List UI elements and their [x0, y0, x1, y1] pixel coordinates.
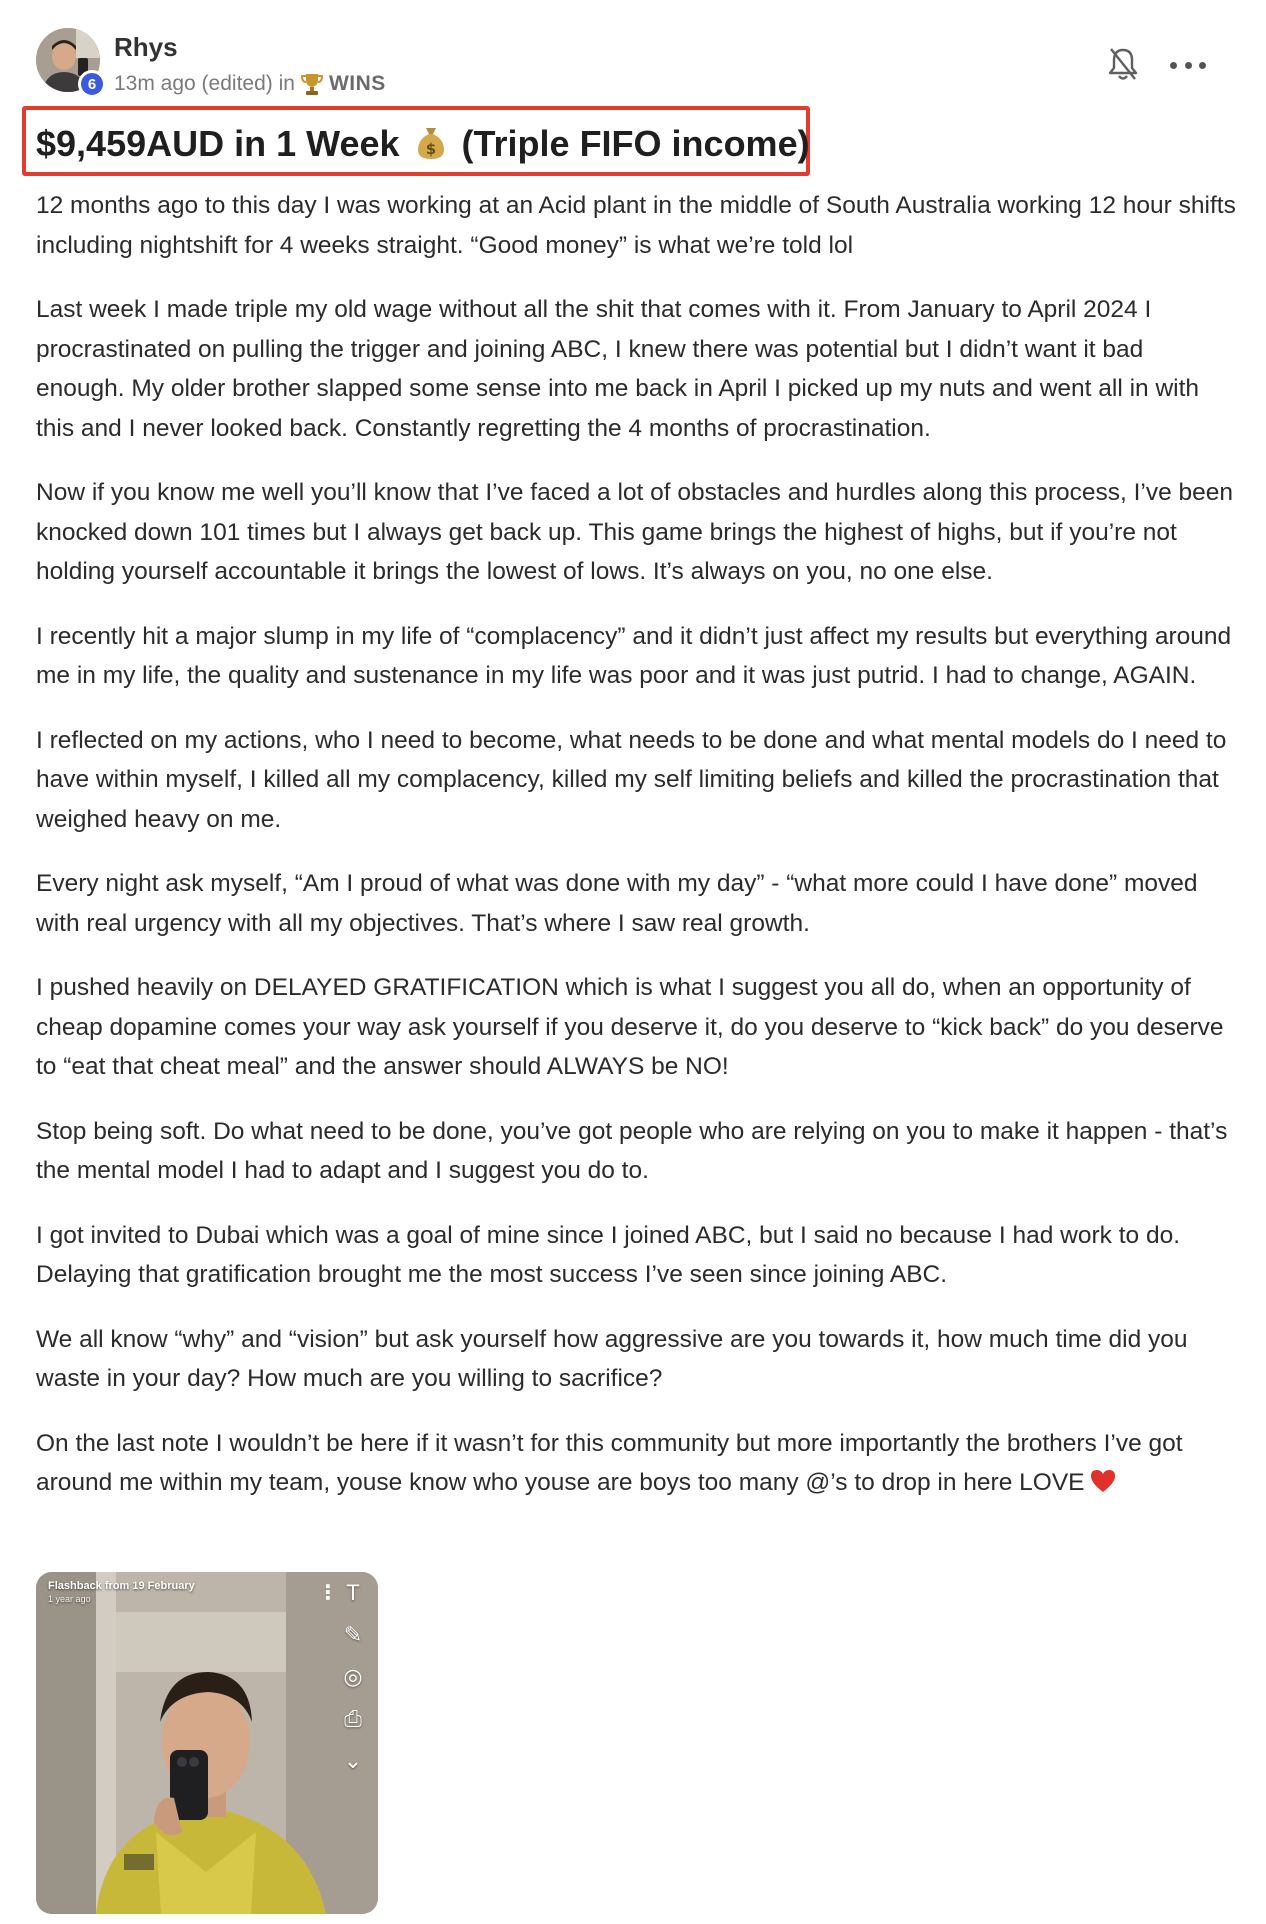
trophy-icon — [301, 72, 323, 96]
paragraph: 12 months ago to this day I was working at an Acid plant in the middle of South Australia working 12 hour shifts including nightshift for 4 weeks straight. “Good money” is what we’re told lol — [36, 192, 1236, 259]
paragraph: I reflected on my actions, who I need to become, what needs to be done and what mental models do I need to have within myself, I killed all my complacency, killed my self limiting beliefs and killed the procrastination that weighed heavy on me. — [36, 726, 1227, 833]
post-body — [36, 186, 1236, 1528]
heart-icon — [1089, 1468, 1117, 1494]
category-link[interactable]: WINS — [328, 72, 386, 95]
post-title[interactable] — [36, 123, 810, 165]
camera-tool-icon: ⎙ — [344, 1706, 362, 1731]
paragraph: Last week I made triple my old wage without all the shit that comes with it. From January to April 2024 I procrastinated on pulling the trigger and joining ABC, I knew there was potential but I didn’t want it bad enough. My older brother slapped some sense into me back in April I picked up my nuts and went all in with this and I never looked back. Constantly regretting the 4 months of procrastination. — [36, 296, 1200, 442]
title-main: $9,459AUD in 1 Week — [36, 123, 400, 164]
paragraph-last — [36, 1424, 1236, 1503]
paragraph-last-text: On the last note I wouldn’t be here if it wasn’t for this community but more importantly the brothers I’ve got around me within my team, youse know who youse are boys too many @’s to drop in here LOVE — [36, 1429, 1183, 1496]
post-meta — [114, 70, 386, 98]
photo-illustration — [36, 1572, 378, 1914]
paragraph: I recently hit a major slump in my life of “complacency” and it didn’t just affect my results but everything around me in my life, the quality and sustenance in my life was poor and it was just putrid. I had to change, AGAIN. — [36, 622, 1232, 689]
sticker-tool-icon: ◎ — [343, 1664, 363, 1689]
paragraph: Now if you know me well you’ll know that I’ve faced a lot of obstacles and hurdles along this process, I’ve been knocked down 101 times but I always get back up. This game brings the highest of highs, but if you’re not holding yourself accountable it brings the lowest of lows. It’s always on you, no one else. — [36, 479, 1234, 585]
photo-subcaption: 1 year ago — [48, 1594, 91, 1604]
paragraph: I pushed heavily on DELAYED GRATIFICATION which is what I suggest you all do, when an opportunity of cheap dopamine comes your way ask yourself if you deserve it, do you deserve to “kick back” do you deserve to “eat that cheat meal” and the answer should ALWAYS be NO! — [36, 974, 1224, 1080]
text-tool-icon: T — [346, 1580, 360, 1605]
post-time: 13m ago (edited) in — [114, 72, 295, 95]
author-name[interactable]: Rhys — [114, 32, 178, 62]
paragraph: Every night ask myself, “Am I proud of what was done with my day” - “what more could I have done” moved with real urgency with all my objectives. That’s where I saw real growth. — [36, 870, 1198, 937]
svg-text:$: $ — [425, 140, 436, 158]
paragraph: We all know “why” and “vision” but ask yourself how aggressive are you towards it, how much time did you waste in your day? How much are you willing to sacrifice? — [36, 1325, 1188, 1392]
photo-caption: Flashback from 19 February — [48, 1580, 195, 1592]
money-bag-icon — [414, 125, 448, 161]
more-dot — [1170, 62, 1177, 69]
paragraph: Stop being soft. Do what need to be done, you’ve got people who are relying on you to make it happen - that’s the mental model I had to adapt and I suggest you do to. — [36, 1117, 1228, 1184]
post-image[interactable] — [36, 1572, 378, 1914]
photo-tools — [336, 1580, 370, 1774]
level-badge: 6 — [78, 70, 106, 98]
pencil-tool-icon: ✎ — [343, 1622, 363, 1647]
paragraph: I got invited to Dubai which was a goal of mine since I joined ABC, but I said no because I had work to do. Delaying that gratification brought me the most success I’ve seen since joining ABC. — [36, 1221, 1180, 1288]
bell-off-icon[interactable] — [1106, 46, 1140, 82]
chevron-down-icon: ⌄ — [343, 1748, 363, 1773]
more-dot — [1199, 62, 1206, 69]
title-paren: (Triple FIFO income) — [461, 123, 810, 164]
more-horizontal-icon[interactable] — [1170, 52, 1206, 78]
photo-kebab-icon: ⋮ — [318, 1582, 338, 1604]
more-dot — [1185, 62, 1192, 69]
